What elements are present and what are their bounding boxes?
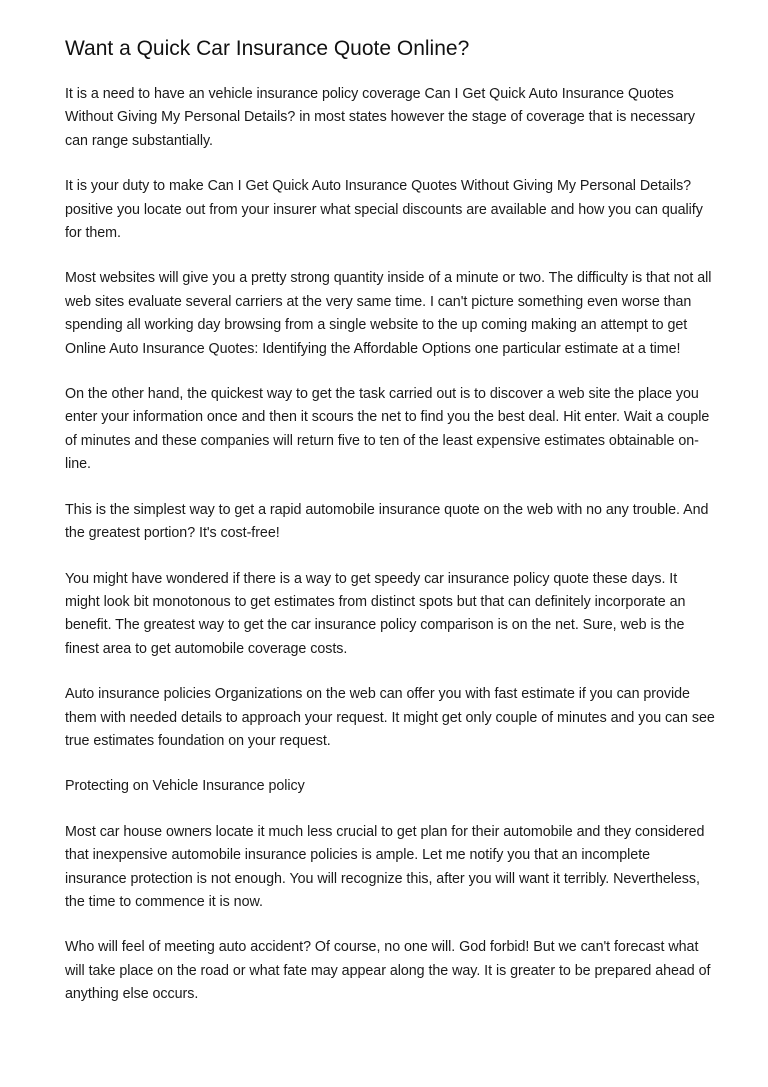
paragraph-9: Who will feel of meeting auto accident? Of course, no one will. God forbid! But we can't forecast what will take place on the road or what fate may appear along the way. It is greater to be prepared ahead of anything else occurs. (65, 939, 711, 1003)
paragraph-3: Most websites will give you a pretty strong quantity inside of a minute or two. The difficulty is that not all web sites evaluate several carriers at the very same time. I can't picture something even worse than spending all working day browsing from a single website to the up coming making an attempt to get Online Auto Insurance Quotes: Identifying the Affordable Options one particular estimate at a time! (65, 270, 712, 357)
page-title: Want a Quick Car Insurance Quote Online? (65, 37, 470, 60)
paragraph-7: Auto insurance policies Organizations on the web can offer you with fast estimate if you can provide them with needed details to approach your request. It might get only couple of minutes and you can see true estimates foundation on your request. (65, 686, 715, 749)
paragraph-5: This is the simplest way to get a rapid automobile insurance quote on the web with no any trouble. And the greatest portion? It's cost-free! (65, 501, 709, 542)
paragraph-6: You might have wondered if there is a way to get speedy car insurance policy quote these days. It might look bit monotonous to get estimates from distinct spots but that can definitely incorporate an benefit. The greatest way to get the car insurance policy comparison is on the net. Sure, web is the finest area to get automobile coverage costs. (65, 570, 686, 657)
paragraph-4: On the other hand, the quickest way to get the task carried out is to discover a web site the place you enter your information once and then it scours the net to find you the best deal. Hit enter. Wait a couple of minutes and these companies will return five to ten of the least expensive estimates obtainable on-line. (65, 386, 710, 473)
paragraph-8: Most car house owners locate it much less crucial to get plan for their automobile and they considered that inexpensive automobile insurance policies is ample. Let me notify you that an incomplete insurance protection is not enough. You will recognize this, after you will want it terribly. Nevertheless, the time to commence it is now. (65, 823, 705, 910)
section-heading: Protecting on Vehicle Insurance policy (65, 778, 305, 795)
paragraph-2: It is your duty to make Can I Get Quick Auto Insurance Quotes Without Giving My Personal Details? positive you locate out from your insurer what special discounts are available and how you can qualify for them. (65, 178, 703, 242)
document-page (65, 34, 715, 1029)
paragraph-1: It is a need to have an vehicle insurance policy coverage Can I Get Quick Auto Insurance Quotes Without Giving My Personal Details? in most states however the stage of coverage that is necessary can range substantially. (65, 86, 696, 149)
